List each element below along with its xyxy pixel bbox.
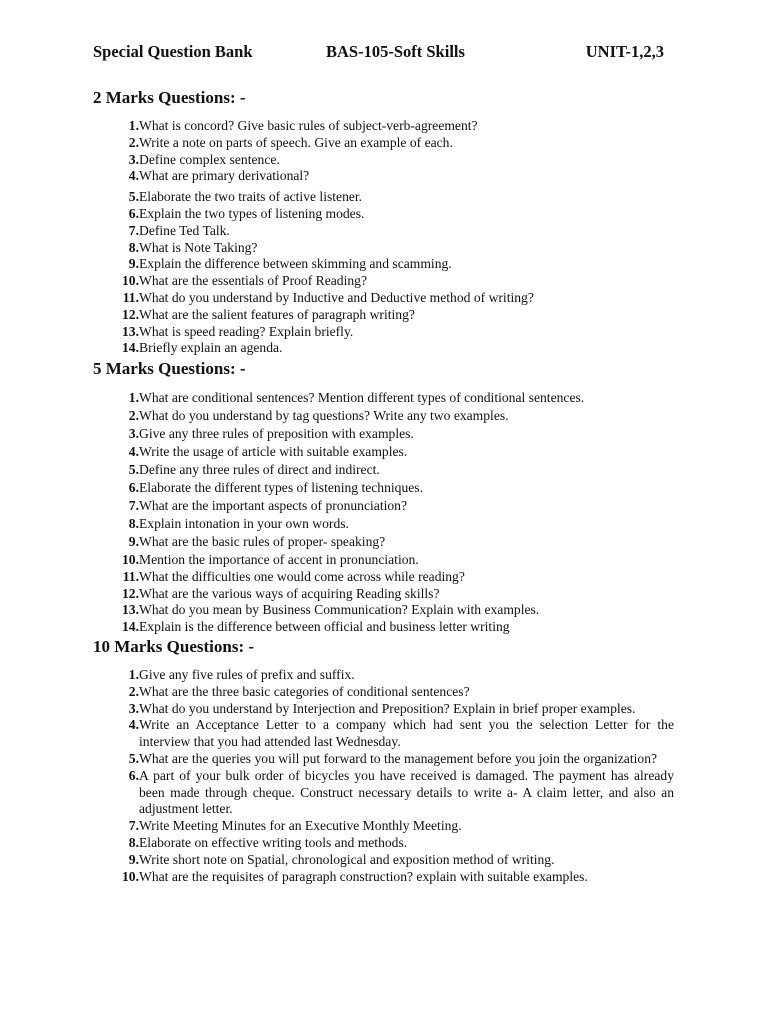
- question-item: [112, 586, 674, 603]
- question-number: 8.: [128, 239, 139, 255]
- section-title-10-marks: 10 Marks Questions: -: [93, 637, 255, 656]
- question-text: What do you mean by Business Communication? Explain with examples.: [139, 602, 540, 617]
- question-number: 1.: [128, 118, 139, 133]
- question-number: 12.: [122, 306, 139, 322]
- question-text: What is concord? Give basic rules of subject-verb-agreement?: [139, 118, 478, 133]
- question-item: [112, 443, 674, 461]
- question-item: [112, 425, 674, 443]
- header-course-code: BAS-105-Soft Skills: [326, 42, 465, 61]
- question-text: Define Ted Talk.: [139, 222, 230, 238]
- question-item: [112, 152, 674, 169]
- question-text: What do you understand by Interjection and Preposition? Explain in brief proper examples.: [139, 700, 636, 716]
- question-text: What are the essentials of Proof Reading?: [139, 273, 367, 289]
- question-item: [112, 407, 674, 425]
- question-item: [112, 118, 674, 135]
- question-number: 9.: [128, 256, 139, 272]
- question-item: [112, 307, 674, 324]
- question-text: Elaborate on effective writing tools and methods.: [139, 834, 408, 850]
- question-number: 10.: [122, 552, 139, 567]
- question-item: [112, 206, 674, 223]
- question-text: What are the important aspects of pronunciation?: [139, 498, 407, 513]
- question-item: [112, 389, 674, 407]
- question-text: Explain the difference between skimming and scamming.: [139, 256, 452, 272]
- question-text: Write the usage of article with suitable examples.: [139, 444, 408, 459]
- question-list-2-marks: [112, 118, 674, 357]
- question-item: [112, 569, 674, 586]
- question-text: Define complex sentence.: [139, 151, 280, 167]
- question-list-5-marks: [112, 389, 674, 635]
- question-text: Write an Acceptance Letter to a company which had sent you the selection Letter for the interview that you had attended last Wednesday.: [139, 717, 674, 750]
- question-item: [112, 667, 674, 684]
- question-text: Elaborate the two traits of active listener.: [139, 189, 363, 205]
- question-number: 1.: [128, 667, 139, 682]
- question-number: 4.: [128, 717, 139, 733]
- question-text: A part of your bulk order of bicycles you have received is damaged. The payment has already been made through cheque. Construct necessary details to write a- A claim letter, and also an adjustment letter.: [139, 767, 674, 817]
- question-text: Briefly explain an agenda.: [139, 340, 283, 356]
- question-number: 2.: [128, 134, 139, 150]
- question-text: Explain intonation in your own words.: [139, 516, 349, 531]
- question-text: What are primary derivational?: [139, 168, 310, 184]
- question-number: 11.: [122, 289, 139, 305]
- question-number: 3.: [128, 151, 139, 167]
- question-number: 4.: [128, 168, 139, 184]
- question-item: [112, 619, 674, 636]
- question-item: [112, 717, 674, 751]
- question-number: 9.: [128, 534, 139, 549]
- question-text: What the difficulties one would come across while reading?: [139, 569, 465, 584]
- question-item: [112, 602, 674, 619]
- question-item: [112, 701, 674, 718]
- question-item: [112, 189, 674, 206]
- question-item: [112, 751, 674, 768]
- question-text: What are conditional sentences? Mention different types of conditional sentences.: [139, 390, 585, 405]
- question-item: [112, 324, 674, 341]
- question-number: 14.: [122, 618, 139, 634]
- question-text: Explain the two types of listening modes.: [139, 205, 365, 221]
- question-item: [112, 515, 674, 533]
- question-item: [112, 852, 674, 869]
- question-item: [112, 684, 674, 701]
- question-number: 1.: [128, 390, 139, 405]
- question-text: Define any three rules of direct and indirect.: [139, 462, 380, 477]
- question-text: What are the salient features of paragraph writing?: [139, 306, 415, 322]
- question-item: [112, 869, 674, 886]
- question-list-10-marks: [112, 667, 674, 885]
- question-item: [112, 135, 674, 152]
- question-text: Write a note on parts of speech. Give an example of each.: [139, 134, 453, 150]
- question-number: 12.: [122, 585, 139, 601]
- question-text: What are the requisites of paragraph construction? explain with suitable examples.: [139, 868, 588, 884]
- question-text: What are the basic rules of proper- speaking?: [139, 534, 386, 549]
- question-item: [112, 256, 674, 273]
- question-number: 2.: [128, 683, 139, 699]
- question-number: 3.: [128, 426, 139, 441]
- question-number: 5.: [128, 462, 139, 477]
- question-text: Write short note on Spatial, chronological and exposition method of writing.: [139, 851, 555, 867]
- question-text: What is Note Taking?: [139, 239, 258, 255]
- question-item: [112, 273, 674, 290]
- section-title-5-marks: 5 Marks Questions: -: [93, 359, 246, 378]
- question-number: 13.: [122, 602, 139, 617]
- question-number: 6.: [128, 205, 139, 221]
- question-number: 8.: [128, 516, 139, 531]
- question-item: [112, 551, 674, 569]
- question-item: [112, 168, 674, 185]
- question-number: 7.: [128, 222, 139, 238]
- question-number: 10.: [122, 868, 139, 884]
- question-text: Elaborate the different types of listening techniques.: [139, 480, 423, 495]
- question-number: 2.: [128, 408, 139, 423]
- question-text: What do you understand by Inductive and Deductive method of writing?: [139, 289, 534, 305]
- question-text: What is speed reading? Explain briefly.: [139, 323, 354, 339]
- question-number: 11.: [122, 569, 139, 584]
- question-text: Mention the importance of accent in pronunciation.: [139, 552, 419, 567]
- document-header: [93, 42, 673, 64]
- question-text: What do you understand by tag questions? Write any two examples.: [139, 408, 509, 423]
- question-number: 8.: [128, 834, 139, 850]
- question-text: Give any five rules of prefix and suffix.: [139, 667, 355, 682]
- question-number: 3.: [128, 700, 139, 716]
- question-number: 5.: [128, 189, 139, 205]
- question-number: 10.: [122, 273, 139, 289]
- question-item: [112, 533, 674, 551]
- question-item: [112, 340, 674, 357]
- question-text: What are the queries you will put forward to the management before you join the organization?: [139, 750, 658, 766]
- question-number: 7.: [128, 818, 139, 834]
- header-title: Special Question Bank: [93, 42, 253, 61]
- question-text: Give any three rules of preposition with examples.: [139, 426, 414, 441]
- header-units: UNIT-1,2,3: [585, 42, 664, 61]
- question-item: [112, 835, 674, 852]
- question-item: [112, 818, 674, 835]
- question-number: 6.: [128, 767, 139, 783]
- question-text: What are the three basic categories of conditional sentences?: [139, 683, 470, 699]
- question-number: 7.: [128, 498, 139, 513]
- question-item: [112, 290, 674, 307]
- question-item: [112, 497, 674, 515]
- question-number: 13.: [122, 323, 139, 339]
- question-number: 4.: [128, 444, 139, 459]
- question-number: 6.: [128, 480, 139, 495]
- section-title-2-marks: 2 Marks Questions: -: [93, 88, 246, 107]
- question-text: Explain is the difference between official and business letter writing: [139, 618, 510, 634]
- question-item: [112, 240, 674, 257]
- question-item: [112, 479, 674, 497]
- question-number: 14.: [122, 340, 139, 356]
- question-item: [112, 223, 674, 240]
- question-number: 9.: [128, 851, 139, 867]
- question-item: [112, 461, 674, 479]
- question-item: [112, 768, 674, 818]
- question-number: 5.: [128, 750, 139, 766]
- question-text: What are the various ways of acquiring Reading skills?: [139, 585, 440, 601]
- question-text: Write Meeting Minutes for an Executive Monthly Meeting.: [139, 818, 462, 834]
